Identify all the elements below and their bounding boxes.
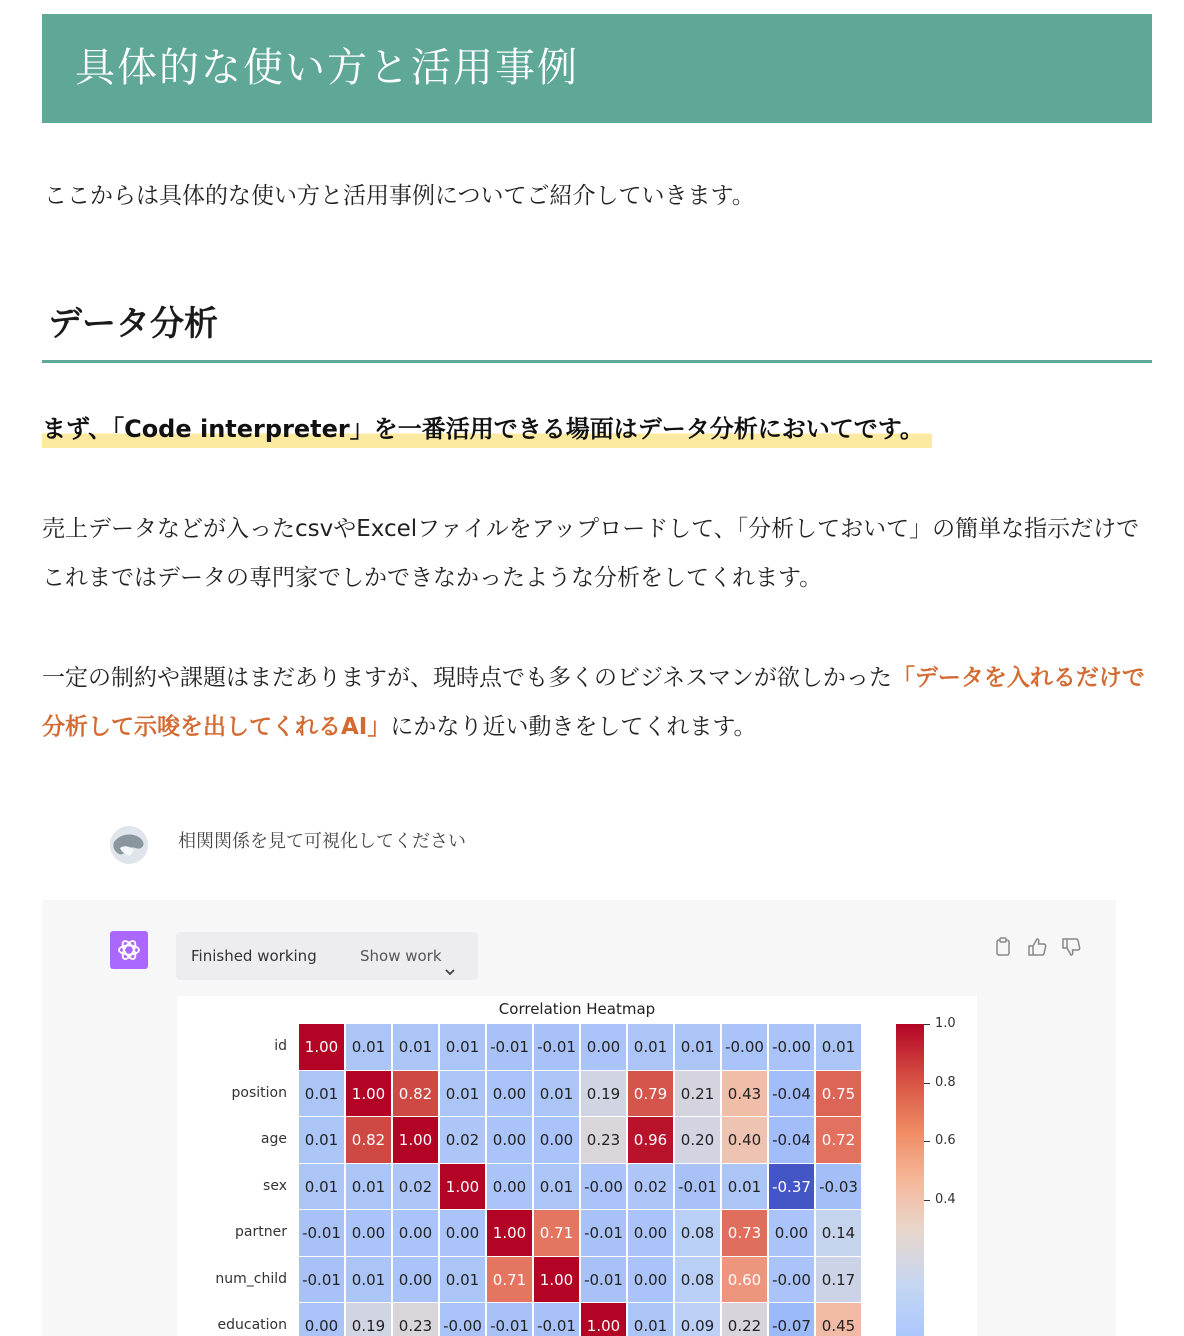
row-label: partner	[235, 1224, 287, 1240]
heatmap-cell: 0.00	[487, 1117, 533, 1164]
heatmap-cell: 0.72	[816, 1117, 862, 1164]
heatmap-cell: 0.23	[581, 1117, 627, 1164]
chevron-down-icon[interactable]	[444, 949, 456, 997]
heatmap-cell: 0.19	[346, 1303, 392, 1336]
heatmap-cell: 0.01	[534, 1164, 580, 1211]
heatmap-cell: 0.01	[534, 1071, 580, 1118]
heatmap-cell: 0.01	[440, 1071, 486, 1118]
heatmap-cell: 0.01	[628, 1024, 674, 1071]
heatmap-cell: -0.37	[769, 1164, 815, 1211]
section-heading: 具体的な使い方と活用事例	[42, 14, 1152, 123]
heatmap-cell: 1.00	[487, 1210, 533, 1257]
heatmap-cell: -0.01	[675, 1164, 721, 1211]
heatmap-cell: 0.02	[393, 1164, 439, 1211]
chart-title: Correlation Heatmap	[498, 1000, 656, 1018]
heatmap-cell: -0.01	[534, 1303, 580, 1336]
heatmap-cell: 0.23	[393, 1303, 439, 1336]
paragraph-accent: 「データを入れるだけで分析して示唆を出してくれるAI」	[42, 665, 1145, 740]
heatmap-cell: -0.01	[299, 1257, 345, 1304]
colorbar-tick-label: 0.6	[935, 1133, 956, 1149]
user-message: 相関関係を見て可視化してください	[178, 831, 466, 852]
heatmap-cell: 0.00	[769, 1210, 815, 1257]
heatmap-cell: 0.01	[346, 1257, 392, 1304]
user-avatar-icon	[110, 826, 148, 864]
heatmap-cell: -0.03	[816, 1164, 862, 1211]
heatmap-cell: 0.08	[675, 1257, 721, 1304]
heatmap-cell: -0.01	[487, 1024, 533, 1071]
heatmap-cell: 0.71	[534, 1210, 580, 1257]
colorbar	[896, 1024, 924, 1336]
heatmap-cell: 0.00	[581, 1024, 627, 1071]
heatmap-cell: 0.01	[346, 1164, 392, 1211]
colorbar-tick	[924, 1141, 930, 1142]
heatmap-cell: 0.60	[722, 1257, 768, 1304]
paragraph-ai-summary	[42, 654, 1152, 752]
heatmap-cell: -0.01	[487, 1303, 533, 1336]
heatmap-cell: 0.02	[628, 1164, 674, 1211]
heatmap-cell: 0.00	[346, 1210, 392, 1257]
heatmap-cell: -0.07	[769, 1303, 815, 1336]
work-status-box	[176, 932, 478, 980]
row-label: num_child	[215, 1270, 287, 1287]
paragraph-tail: にかなり近い動きをしてくれます。	[390, 714, 757, 740]
heatmap-cell: 1.00	[534, 1257, 580, 1304]
heatmap-cell: 0.01	[299, 1117, 345, 1164]
paragraph-lead: 一定の制約や課題はまだありますが、現時点でも多くのビジネスマンが欲しかった	[42, 665, 892, 691]
subheading-data-analysis: データ分析	[42, 298, 1152, 363]
heatmap-cell: 0.14	[816, 1210, 862, 1257]
heatmap-cell: 0.22	[722, 1303, 768, 1336]
heatmap-cell: 0.09	[675, 1303, 721, 1336]
heatmap-cell: -0.04	[769, 1117, 815, 1164]
row-label: sex	[263, 1177, 287, 1194]
thumbs-down-icon[interactable]	[1060, 936, 1082, 958]
colorbar-tick-label: 1.0	[935, 1016, 956, 1031]
heatmap-cell: 0.00	[628, 1210, 674, 1257]
heatmap-cell: -0.01	[299, 1210, 345, 1257]
row-label: id	[274, 1038, 287, 1054]
heatmap-cell: 0.82	[346, 1117, 392, 1164]
heatmap-cell: 0.01	[628, 1303, 674, 1336]
thumbs-up-icon[interactable]	[1026, 936, 1048, 958]
heatmap-cell: 0.40	[722, 1117, 768, 1164]
clipboard-icon[interactable]	[992, 936, 1014, 958]
heatmap-cell: 0.01	[440, 1257, 486, 1304]
heatmap-cell: 0.20	[675, 1117, 721, 1164]
heatmap-cell: 0.02	[440, 1117, 486, 1164]
colorbar-tick	[924, 1200, 930, 1201]
user-avatar	[110, 826, 148, 864]
heatmap-cell: 0.82	[393, 1071, 439, 1118]
heatmap-cell: 0.21	[675, 1071, 721, 1118]
row-label: education	[217, 1317, 287, 1333]
heatmap-cell: -0.00	[581, 1164, 627, 1211]
heatmap-cell: 0.01	[816, 1024, 862, 1071]
heatmap-cell: 0.01	[393, 1024, 439, 1071]
paragraph-upload: 売上データなどが入ったcsvやExcelファイルをアップロードして、「分析しておいて」の簡単な指示だけでこれまではデータの専門家でしかできなかったような分析をしてくれます。	[42, 516, 1140, 591]
heatmap-cell: 0.71	[487, 1257, 533, 1304]
message-actions	[992, 936, 1082, 958]
intro-text: ここからは具体的な使い方と活用事例についてご紹介していきます。	[44, 183, 755, 209]
heatmap-cell: 0.00	[393, 1210, 439, 1257]
heatmap-cell: -0.04	[769, 1071, 815, 1118]
heatmap-cell: 0.00	[393, 1257, 439, 1304]
show-work-button[interactable]: Show work	[360, 947, 442, 965]
heatmap-cell: 0.96	[628, 1117, 674, 1164]
colorbar-tick	[924, 1024, 930, 1025]
heatmap-cell: 1.00	[299, 1024, 345, 1071]
heatmap-cell: 0.00	[487, 1164, 533, 1211]
heatmap-cell: 0.01	[299, 1071, 345, 1118]
heatmap-cell: -0.00	[769, 1257, 815, 1304]
heatmap-cell: 0.00	[487, 1071, 533, 1118]
heatmap-cell: 1.00	[393, 1117, 439, 1164]
colorbar-tick-label: 0.8	[935, 1074, 956, 1090]
heatmap-cell: 0.01	[440, 1024, 486, 1071]
colorbar-tick-label: 0.4	[935, 1191, 956, 1207]
correlation-heatmap	[177, 996, 977, 1336]
heatmap-cell: 0.00	[299, 1303, 345, 1336]
heatmap-cell: 0.00	[440, 1210, 486, 1257]
heatmap-cell: -0.00	[769, 1024, 815, 1071]
heatmap-cell: 0.01	[675, 1024, 721, 1071]
heatmap-cell: 0.00	[628, 1257, 674, 1304]
colorbar-tick	[924, 1083, 930, 1084]
heatmap-cell: 0.01	[299, 1164, 345, 1211]
heatmap-cell: 1.00	[440, 1164, 486, 1211]
heatmap-cell: -0.01	[581, 1257, 627, 1304]
chatgpt-logo-icon	[110, 931, 148, 969]
heatmap-cell: -0.01	[534, 1024, 580, 1071]
status-label: Finished working	[191, 947, 317, 965]
heatmap-cell: 0.73	[722, 1210, 768, 1257]
heatmap-cell: 0.43	[722, 1071, 768, 1118]
heatmap-cell: 1.00	[581, 1303, 627, 1336]
heatmap-cell: -0.01	[581, 1210, 627, 1257]
heatmap-cell: 0.75	[816, 1071, 862, 1118]
highlight-text: まず、「Code interpreter」を一番活用できる場面はデータ分析においてです。	[42, 410, 932, 448]
row-label: age	[260, 1131, 287, 1147]
heatmap-cell: -0.00	[440, 1303, 486, 1336]
row-label: position	[231, 1084, 287, 1101]
heatmap-cell: 0.19	[581, 1071, 627, 1118]
heatmap-cell: 0.79	[628, 1071, 674, 1118]
heatmap-cell: 1.00	[346, 1071, 392, 1118]
assistant-message-panel	[42, 900, 1116, 1336]
heatmap-cell: 0.01	[346, 1024, 392, 1071]
heatmap-cell: 0.00	[534, 1117, 580, 1164]
heatmap-cell: -0.00	[722, 1024, 768, 1071]
heatmap-cell: 0.45	[816, 1303, 862, 1336]
heatmap-cell: 0.01	[722, 1164, 768, 1211]
heatmap-cell: 0.17	[816, 1257, 862, 1304]
heatmap-cell: 0.08	[675, 1210, 721, 1257]
